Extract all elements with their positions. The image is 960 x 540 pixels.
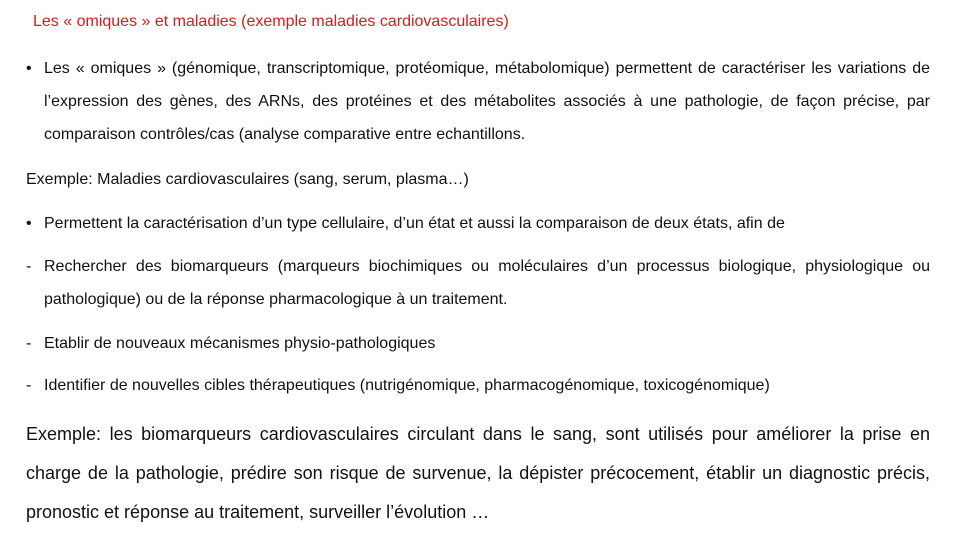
dash-marker: -: [26, 258, 32, 275]
bullet-omiques: [26, 52, 930, 151]
dash-item-targets-text: Identifier de nouvelles cibles thérapeutiques (nutrigénomique, pharmacogénomique, toxicogénomique): [44, 377, 770, 394]
example-biomarkers-paragraph: Exemple: les biomarqueurs cardiovasculaires circulant dans le sang, sont utilisés pour améliorer la prise en charge de la pathologie, prédire son risque de survenue, la dépister précocement, établir un diagnostic précis, pronostic et réponse au traitement, surveiller l’évolution …: [26, 424, 930, 522]
dash-item-mechanisms: [26, 327, 930, 360]
dash-marker: -: [26, 335, 32, 352]
bullet-marker: •: [26, 60, 32, 77]
bullet-marker: •: [26, 215, 32, 232]
example-cardiovascular: Exemple: Maladies cardiovasculaires (sang, serum, plasma…): [26, 171, 469, 188]
dash-marker: -: [26, 377, 32, 394]
dash-item-biomarkers-text: Rechercher des biomarqueurs (marqueurs biochimiques ou moléculaires d’un processus biologique, physiologique ou pathologique) ou de la réponse pharmacologique à un traitement.: [44, 258, 930, 308]
dash-item-targets: [26, 369, 930, 402]
bullet-characterisation: [26, 207, 930, 240]
bullet-characterisation-text: Permettent la caractérisation d’un type cellulaire, d’un état et aussi la comparaison de deux états, afin de: [44, 215, 785, 232]
dash-item-mechanisms-text: Etablir de nouveaux mécanismes physio-pathologiques: [44, 335, 436, 352]
bullet-omiques-text: Les « omiques » (génomique, transcriptomique, protéomique, métabolomique) permettent de caractériser les variations de l’expression des gènes, des ARNs, des protéines et des métabolites associés à une pathologie, de façon précise, par comparaison contrôles/cas (analyse comparative entre echantillons.: [44, 60, 930, 143]
dash-item-biomarkers: [26, 250, 930, 316]
slide-title: Les « omiques » et maladies (exemple maladies cardiovasculaires): [33, 13, 509, 30]
